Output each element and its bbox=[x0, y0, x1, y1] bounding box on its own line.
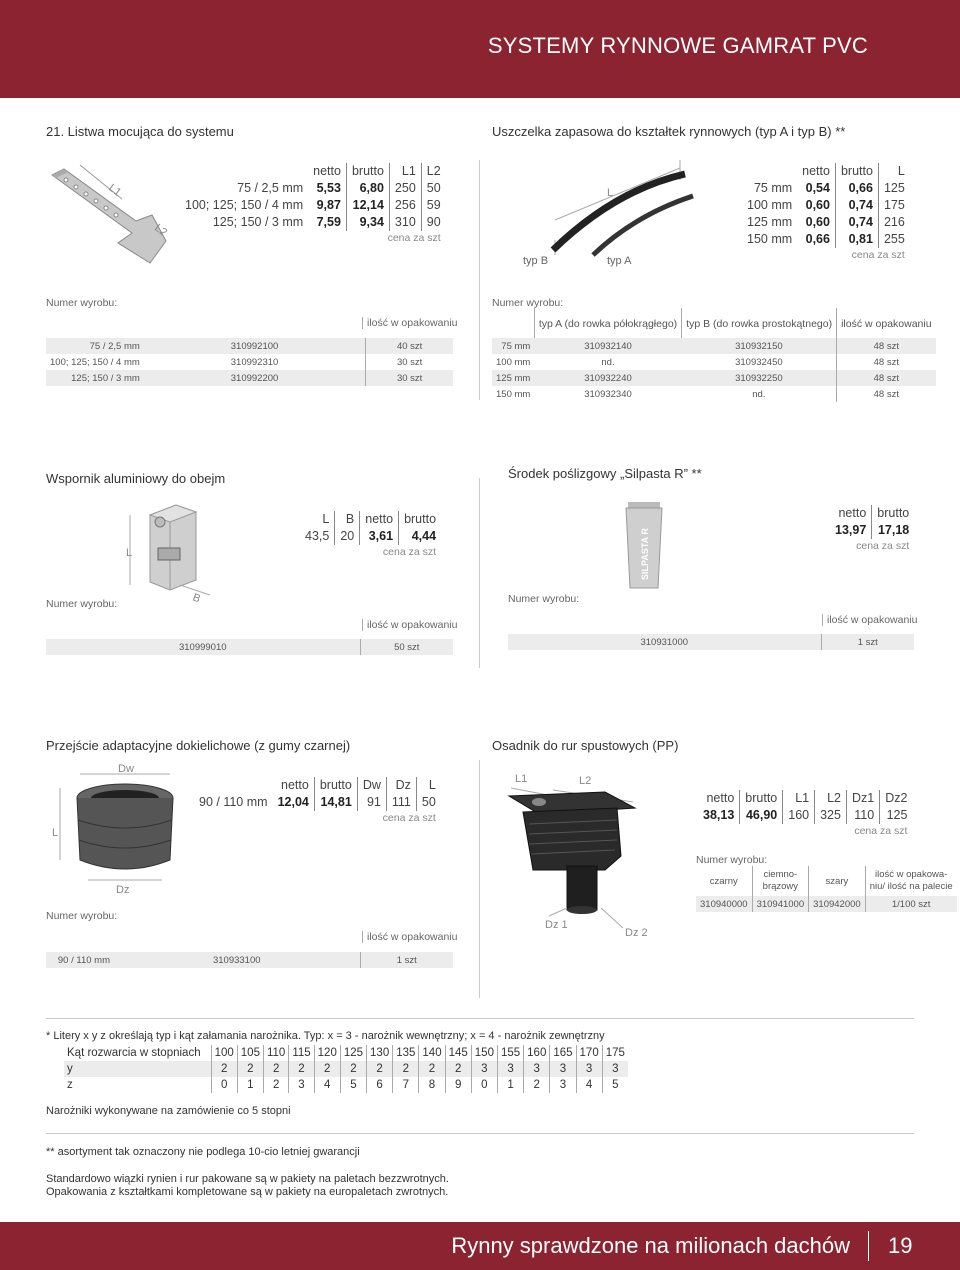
przejscie-l-label: L bbox=[52, 827, 59, 839]
page-number: 19 bbox=[888, 1233, 913, 1258]
table-row: 310931000 1 szt bbox=[508, 634, 914, 650]
numer-wyrobu-label: Numer wyrobu: bbox=[46, 910, 118, 922]
table-row: 310940000 310941000 310942000 1/100 szt bbox=[696, 896, 957, 912]
wspornik-l-label: L bbox=[126, 547, 133, 559]
silpasta-tube-drawing bbox=[620, 500, 668, 592]
table-row: 100 mm nd. 310932450 48 szt bbox=[492, 354, 936, 370]
column-divider bbox=[479, 478, 480, 668]
przejscie-dw-label: Dw bbox=[118, 763, 134, 775]
przejscie-code-table bbox=[46, 952, 453, 968]
wspornik-price-table: L B netto brutto 43,5 20 3,61 4,44 cena za szt bbox=[300, 511, 441, 560]
table-row: y 2 2 2 2 2 2 2 2 2 2 3 3 3 3 3 3 bbox=[64, 1061, 628, 1077]
note-warranty: ** asortyment tak oznaczony nie podlega 10-cio letniej gwarancji bbox=[46, 1146, 360, 1158]
note-letters: * Litery x y z określają typ i kąt załamania narożnika. Typ: x = 3 - narożnik wewnętrzny; x = 4 - narożnik zewnętrzny bbox=[46, 1030, 605, 1042]
osadnik-price-table: netto brutto L1 L2 Dz1 Dz2 38,13 46,90 160 325 110 125 cena za szt bbox=[698, 790, 912, 839]
uszczelka-code-table: typ A (do rowka półokrągłego) typ B (do rowka prostokątnego) ilość w opakowaniu 75 mm 310932140 310932150 48 szt 100 mm nd. 310932450 48 szt 125 mm 310932240 310932250 48 szt 150 mm 310932340 nd. 48 szt bbox=[492, 308, 936, 402]
section-title-wspornik: Wspornik aluminiowy do obejm bbox=[46, 471, 226, 486]
table-row: 100 mm 0,60 0,74 175 bbox=[742, 197, 910, 214]
silpasta-tube-label: SILPASTA R bbox=[640, 528, 650, 580]
ilosc-header: ilość w opakowaniu bbox=[362, 317, 457, 329]
column-divider bbox=[479, 760, 480, 998]
osadnik-l2-label: L2 bbox=[579, 775, 592, 787]
listwa-code-table bbox=[46, 338, 453, 386]
typ-b-label: typ B bbox=[523, 255, 549, 267]
angle-table bbox=[64, 1045, 628, 1093]
table-row: 100; 125; 150 / 4 mm 9,87 12,14 256 59 bbox=[180, 197, 446, 214]
numer-wyrobu-label: Numer wyrobu: bbox=[46, 598, 118, 610]
numer-wyrobu-label: Numer wyrobu: bbox=[696, 854, 768, 866]
table-row: 43,5 20 3,61 4,44 bbox=[300, 528, 441, 545]
osadnik-drawing bbox=[505, 766, 685, 946]
numer-wyrobu-label: Numer wyrobu: bbox=[492, 297, 564, 309]
przejscie-drawing bbox=[50, 760, 185, 900]
numer-wyrobu-label: Numer wyrobu: bbox=[46, 297, 118, 309]
numer-wyrobu-label: Numer wyrobu: bbox=[508, 593, 580, 605]
table-row: 100; 125; 150 / 4 mm 310992310 30 szt bbox=[46, 354, 453, 370]
table-row: 90 / 110 mm 310933100 1 szt bbox=[46, 952, 453, 968]
ilosc-header: ilość w opakowaniu bbox=[362, 619, 457, 631]
column-divider bbox=[479, 160, 480, 400]
table-row: 75 / 2,5 mm 310992100 40 szt bbox=[46, 338, 453, 354]
section-title-silpasta: Środek poślizgowy „Silpasta R” ** bbox=[508, 466, 702, 481]
table-row: 90 / 110 mm 12,04 14,81 91 111 50 bbox=[194, 794, 441, 811]
listwa-price-table: netto brutto L1 L2 75 / 2,5 mm 5,53 6,80 250 50 100; 125; 150 / 4 mm 9,87 12,14 256 59 125; 150 / 3 mm 7,59 9,34 310 90 cena za szt bbox=[180, 163, 446, 246]
table-row: 75 mm 310932140 310932150 48 szt bbox=[492, 338, 936, 354]
footer-slogan: Rynny sprawdzone na milionach dachów bbox=[451, 1233, 850, 1258]
osadnik-l1-label: L1 bbox=[515, 773, 528, 785]
table-row: 150 mm 0,66 0,81 255 bbox=[742, 231, 910, 248]
section-title-listwa: 21. Listwa mocująca do systemu bbox=[46, 124, 234, 139]
table-row: 75 / 2,5 mm 5,53 6,80 250 50 bbox=[180, 180, 446, 197]
section-title-przejscie: Przejście adaptacyjne dokielichowe (z gumy czarnej) bbox=[46, 738, 351, 753]
przejscie-price-table: netto brutto Dw Dz L 90 / 110 mm 12,04 14,81 91 111 50 cena za szt bbox=[194, 777, 441, 826]
page-header-title: SYSTEMY RYNNOWE GAMRAT PVC bbox=[487, 33, 868, 58]
table-row: 125 mm 310932240 310932250 48 szt bbox=[492, 370, 936, 386]
listwa-drawing bbox=[44, 163, 174, 273]
note-pack-1: Standardowo wiązki rynien i rur pakowane są w pakiety na paletach bezzwrotnych. bbox=[46, 1173, 449, 1185]
footer-separator bbox=[868, 1231, 869, 1261]
osadnik-code-table: czarny ciemno- brązowy szary ilość w opakowa- niu/ ilość na palecie 310940000 310941000 310942000 1/100 szt bbox=[696, 866, 957, 912]
ilosc-header: ilość w opakowaniu bbox=[822, 614, 917, 626]
table-row: 310999010 50 szt bbox=[46, 639, 453, 655]
wspornik-drawing bbox=[120, 500, 230, 605]
table-row: 125; 150 / 3 mm 7,59 9,34 310 90 bbox=[180, 214, 446, 231]
ilosc-header: ilość w opakowaniu bbox=[362, 931, 457, 943]
table-row: 150 mm 310932340 nd. 48 szt bbox=[492, 386, 936, 402]
silpasta-price-table: netto brutto 13,97 17,18 cena za szt bbox=[830, 505, 914, 554]
table-row: 38,13 46,90 160 325 110 125 bbox=[698, 807, 912, 824]
table-row: Kąt rozwarcia w stopniach 100 105 110 115 120 125 130 135 140 145 150 155 160 165 170 175 bbox=[64, 1045, 628, 1061]
notes-divider bbox=[46, 1133, 914, 1134]
uszczelka-l-label: L bbox=[607, 187, 614, 199]
note-pack-2: Opakowania z kształtkami kompletowane są w pakiety na europaletach zwrotnych. bbox=[46, 1186, 449, 1198]
listwa-l2-label: L2 bbox=[152, 221, 170, 239]
table-row: 125; 150 / 3 mm 310992200 30 szt bbox=[46, 370, 453, 386]
notes-divider bbox=[46, 1018, 914, 1019]
wspornik-b-label: B bbox=[190, 591, 202, 605]
table-row: 13,97 17,18 bbox=[830, 522, 914, 539]
note-narozniki: Narożniki wykonywane na zamówienie co 5 stopni bbox=[46, 1105, 291, 1117]
section-title-osadnik: Osadnik do rur spustowych (PP) bbox=[492, 738, 679, 753]
listwa-l1-label: L1 bbox=[106, 181, 124, 199]
uszczelka-price-table: netto brutto L 75 mm 0,54 0,66 125 100 mm 0,60 0,74 175 125 mm 0,60 0,74 216 150 mm 0,66 0,81 255 cena za szt bbox=[742, 163, 910, 263]
osadnik-dz1-label: Dz 1 bbox=[545, 919, 568, 931]
table-row: 125 mm 0,60 0,74 216 bbox=[742, 214, 910, 231]
table-row: 75 mm 0,54 0,66 125 bbox=[742, 180, 910, 197]
przejscie-dz-label: Dz bbox=[116, 884, 130, 896]
osadnik-dz2-label: Dz 2 bbox=[625, 927, 648, 939]
uszczelka-drawing bbox=[515, 160, 695, 270]
typ-a-label: typ A bbox=[607, 255, 632, 267]
wspornik-code-table bbox=[46, 639, 453, 655]
table-row: z 0 1 2 3 4 5 6 7 8 9 0 1 2 3 4 5 bbox=[64, 1077, 628, 1093]
silpasta-code-table bbox=[508, 634, 914, 650]
section-title-uszczelka: Uszczelka zapasowa do kształtek rynnowych (typ A i typ B) ** bbox=[492, 124, 846, 139]
